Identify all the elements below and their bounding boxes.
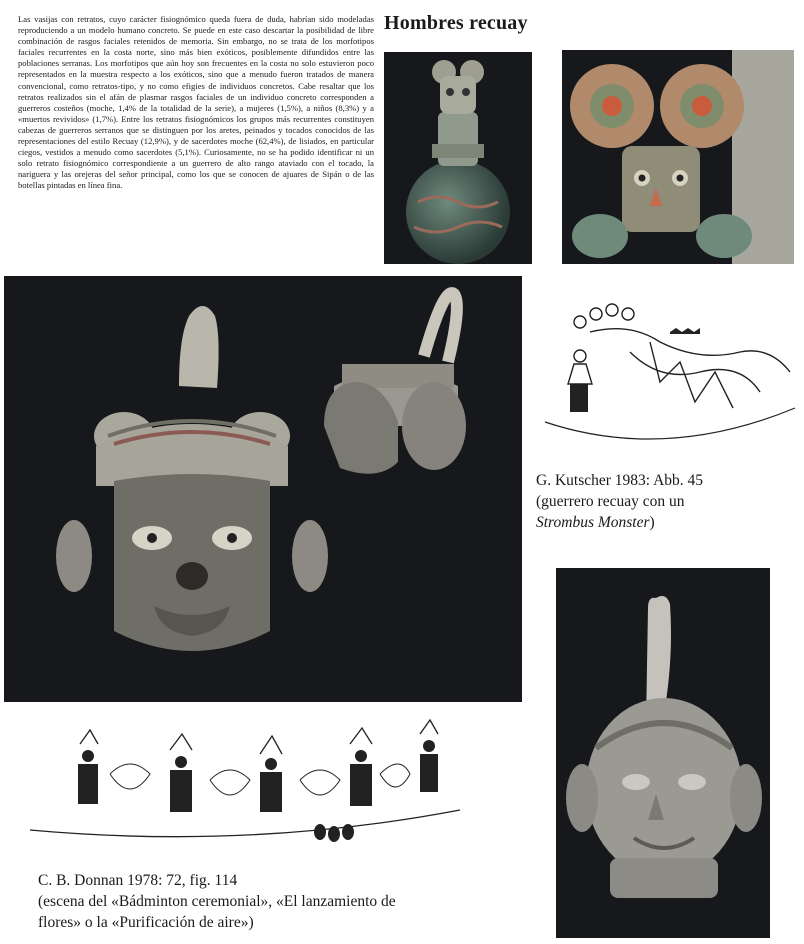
- caption-donnan-line1: C. B. Donnan 1978: 72, fig. 114: [38, 872, 238, 889]
- caption-donnan: [38, 870, 498, 933]
- photo-grey-head-vessel: [556, 568, 770, 938]
- grey-head-vessel-image: [556, 568, 770, 938]
- drawing-donnan-badminton-scene: [20, 714, 470, 862]
- caption-donnan-line2: (escena del «Bádminton ceremonial», «El lanzamiento de: [38, 893, 396, 910]
- section-title: Hombres recuay: [384, 12, 528, 34]
- caption-kutscher: [536, 470, 796, 533]
- body-text: Las vasijas con retratos, cuyo carácter fisiognómico queda fuera de duda, habrían sido modeladas reproduciendo a un modelo humano concreto. Se puede en este caso descartar la posibilidad de libre combinación de rasgos faciales retenidos de memoria. Sin embargo, no se trata de los morfotipos faciales recurrentes en la costa norte, sino más bien exóticos, posiblemente difundidos entre las poblaciones serranas. Los morfotipos que aún hoy son frecuentes en la costa no solo estuvieron poco representados en la muestra respecto a los exóticos, sino que a menudo fueron tratados de manera convencional, como retratos-tipo, y no como efigies de individuos concretos. Cabe resaltar que los retratos realizados sin el afán de plasmar rasgos faciales de un individuo concreto corresponden a guerreros costeños (moche, 1,4% de la totalidad de la serie), a mujeres (1,5%), a niños (8,3%) y a «muertos revividos» (1,7%). Entre los retratos fisiognómicos los grupos más recurrentes constituyen cabezas de guerreros serranos que se distinguen por los aretes, peinados y tocados conocidos de las representaciones del estilo Recuay (12,9%), y de sacerdotes moche (62,4%), de lisiados, en particular ciegos, vestidos a menudo como sacerdotes (5,1%). Curiosamente, no se ha podido identificar ni un solo retrato fisiognómico correspondiente a un guerrero de alto rango ataviado con el tocado, la nariguera y las orejeras del señor principal, como los que se conocen de ajuares de Sipán o de las botellas pintadas en línea fina.: [18, 14, 374, 191]
- caption-kutscher-line2: (guerrero recuay con un: [536, 493, 685, 510]
- photo-portrait-vessels: [4, 276, 522, 702]
- badminton-scene-drawing: [20, 714, 470, 862]
- caption-kutscher-italic: Strombus Monster: [536, 514, 650, 531]
- photo-recuay-head-rosettes: [562, 50, 794, 264]
- recuay-vessel-globe-image: [384, 52, 532, 264]
- photo-recuay-vessel-on-globe: [384, 52, 532, 264]
- portrait-vessels-image: [4, 276, 522, 702]
- caption-kutscher-close: ): [649, 514, 655, 531]
- drawing-kutscher-strombus-monster: [540, 292, 800, 460]
- caption-donnan-line3: flores» o la «Purificación de aire»): [38, 914, 254, 931]
- strombus-monster-drawing: [540, 292, 800, 460]
- caption-kutscher-line1: G. Kutscher 1983: Abb. 45: [536, 472, 704, 489]
- recuay-head-rosettes-image: [562, 50, 794, 264]
